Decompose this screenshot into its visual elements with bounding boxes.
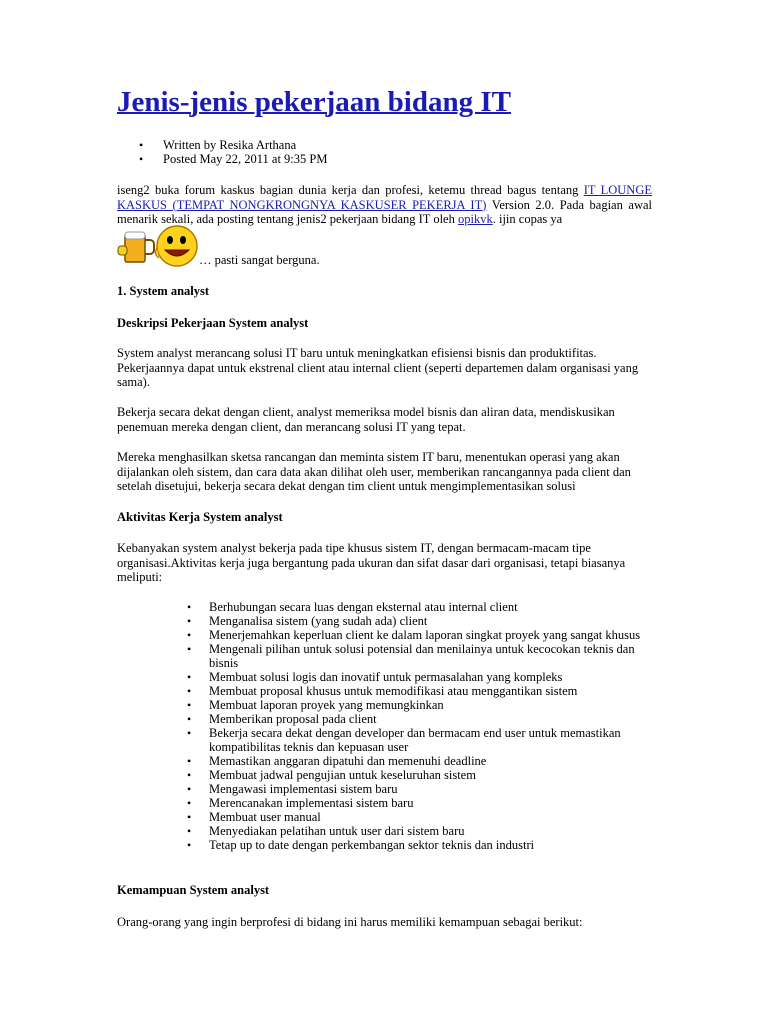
post-meta (117, 138, 327, 166)
description-paragraph-1: System analyst merancang solusi IT baru untuk meningkatkan efisiensi bisnis dan produktifitas. Pekerjaannya dapat untuk ekstrenal client atau internal client (seperti departemen dalam organisasi yang sama). (117, 346, 639, 389)
description-heading: Deskripsi Pekerjaan System analyst (117, 316, 309, 330)
description-paragraph-3: Mereka menghasilkan sketsa rancangan dan meminta sistem IT baru, menentukan operasi yang akan dijalankan oleh sistem, dan cara data akan dilihat oleh user, memberikan rancangannya pada client dan setelah disetujui, bekerja secara dekat dengan tim client untuk mengimplementasikan solusi (117, 450, 631, 493)
list-item: • Tetap up to date dengan perkembangan sektor teknis dan industri (117, 838, 652, 852)
list-item: • Membuat jadwal pengujian untuk keseluruhan sistem (117, 768, 652, 782)
cheers-emoticon-icon (117, 224, 201, 268)
author-link[interactable]: opikvk (458, 212, 493, 226)
list-item: • Menerjemahkan keperluan client ke dalam laporan singkat proyek yang sangat khusus (117, 628, 652, 642)
intro-paragraph (117, 183, 652, 227)
list-item: • Mengenali pilihan untuk solusi potensial dan menilainya untuk kecocokan teknis dan bisnis (117, 642, 652, 670)
activities-intro: Kebanyakan system analyst bekerja pada tipe khusus sistem IT, dengan bermacam-macam tipe organisasi.Aktivitas kerja juga bergantung pada ukuran dan sifat dasar dari organisasi, tetapi biasanya meliputi: (117, 541, 626, 584)
list-item: • Menyediakan pelatihan untuk user dari sistem baru (117, 824, 652, 838)
posted-date: • Posted May 22, 2011 at 9:35 PM (117, 152, 327, 166)
list-item: • Memberikan proposal pada client (117, 712, 652, 726)
skills-heading: Kemampuan System analyst (117, 883, 270, 897)
author-line: • Written by Resika Arthana (117, 138, 327, 152)
list-item: • Merencanakan implementasi sistem baru (117, 796, 652, 810)
list-item: • Menganalisa sistem (yang sudah ada) client (117, 614, 652, 628)
list-item: • Mengawasi implementasi sistem baru (117, 782, 652, 796)
list-item: • Membuat user manual (117, 810, 652, 824)
list-item: • Bekerja secara dekat dengan developer dan bermacam end user untuk memastikan kompatibilitas teknis dan kepuasan user (117, 726, 652, 754)
intro-tail: … pasti sangat berguna. (199, 253, 320, 267)
activities-list (117, 600, 652, 852)
activities-heading: Aktivitas Kerja System analyst (117, 510, 283, 524)
list-item: • Berhubungan secara luas dengan eksternal atau internal client (117, 600, 652, 614)
intro-text-2: Version 2.0. Pada bagian awal menarik sekali, ada posting tentang jenis2 pekerjaan bidang IT oleh (117, 197, 652, 226)
list-item: • Membuat solusi logis dan inovatif untuk permasalahan yang kompleks (117, 670, 652, 684)
skills-intro: Orang-orang yang ingin berprofesi di bidang ini harus memiliki kemampuan sebagai berikut: (117, 915, 583, 929)
list-item: • Membuat laporan proyek yang memungkinkan (117, 698, 652, 712)
list-item: • Membuat proposal khusus untuk memodifikasi atau menggantikan sistem (117, 684, 652, 698)
page-title[interactable]: Jenis-jenis pekerjaan bidang IT (117, 86, 511, 118)
intro-text-1: iseng2 buka forum kaskus bagian dunia kerja dan profesi, ketemu thread bagus tentang (117, 183, 584, 197)
list-item: • Memastikan anggaran dipatuhi dan memenuhi deadline (117, 754, 652, 768)
intro-text-3: . ijin copas ya (492, 212, 563, 226)
section-heading: 1. System analyst (117, 284, 210, 298)
description-paragraph-2: Bekerja secara dekat dengan client, analyst memeriksa model bisnis dan aliran data, mendiskusikan penemuan mereka dengan client, dan merancang solusi IT yang tepat. (117, 405, 615, 434)
kaskus-thread-link[interactable]: IT LOUNGE KASKUS (TEMPAT NONGKRONGNYA KASKUSER PEKERJA IT) (117, 183, 652, 212)
